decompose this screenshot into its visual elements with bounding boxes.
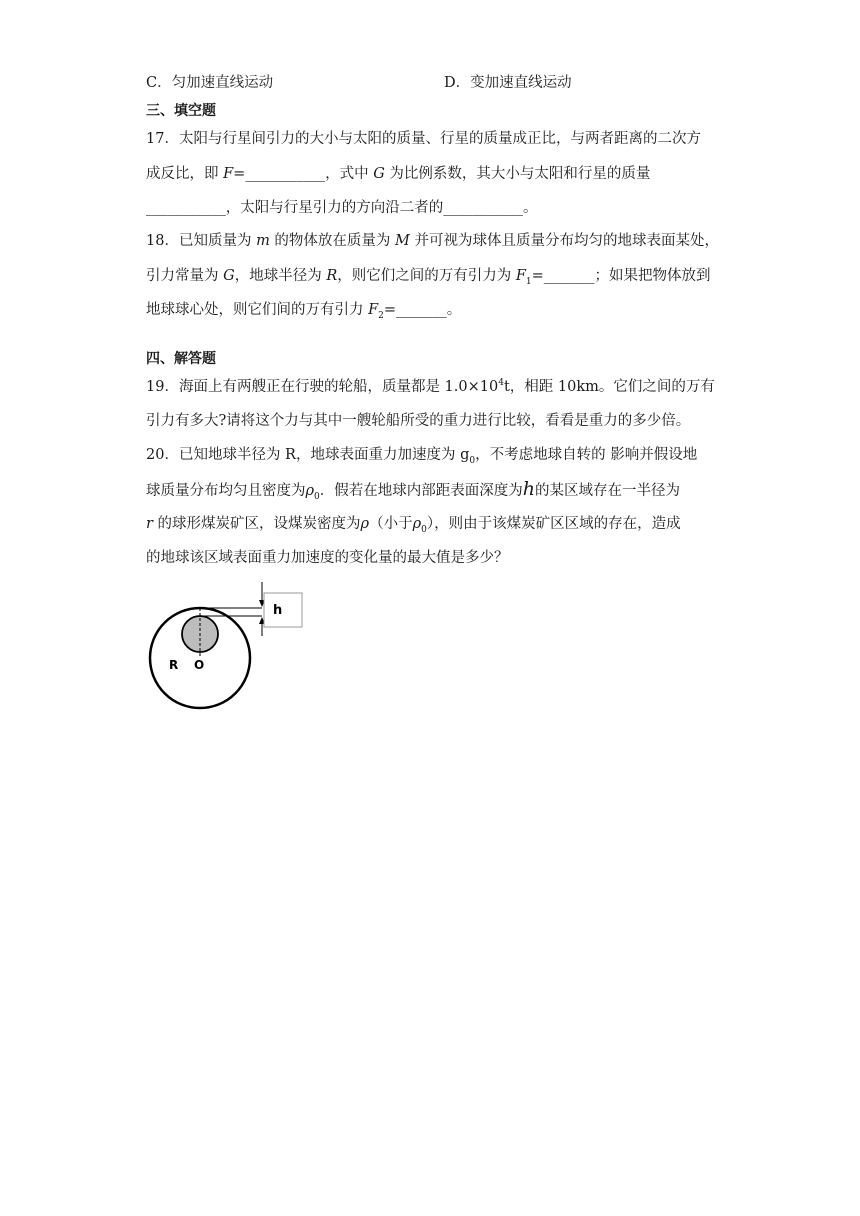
section-title-answer: 四、解答题 <box>146 351 216 367</box>
r-label: R <box>169 658 179 672</box>
h-label-box <box>264 593 302 627</box>
q19-line-2: 引力有多大?请将这个力与其中一艘轮船所受的重力进行比较，看看是重力的多少倍。 <box>146 413 691 429</box>
q20-line-2: 球质量分布均匀且密度为$\rho_0$．假若在地球内部距表面深度为h的某区域存在一半径为 <box>146 478 681 502</box>
option-c: C．匀加速直线运动 <box>146 75 274 91</box>
o-label: O <box>194 658 205 672</box>
q18-line-1: 18．已知质量为 m 的物体放在质量为 M 并可视为球体且质量分布均匀的地球表面某处， <box>146 233 719 249</box>
h-label: h <box>273 603 283 618</box>
q20-line-1: 20．已知地球半径为 R，地球表面重力加速度为 $g_0$，不考虑地球自转的 影响并假设地 <box>146 447 698 466</box>
earth-coal-mine-figure <box>140 578 315 723</box>
q19-line-1: 19．海面上有两艘正在行驶的轮船，质量都是 $1.0\times 10^4t$，相距 10km。它们之间的万有 <box>146 378 715 395</box>
q20-line-3: r 的球形煤炭矿区，设煤炭密度为ρ（小于$\rho_0$），则由于该煤炭矿区区域的存在，造成 <box>146 516 681 535</box>
q20-line-4: 的地球该区域表面重力加速度的变化量的最大值是多少？ <box>146 550 509 566</box>
q17-line-3: ___________，太阳与行星引力的方向沿二者的___________。 <box>146 200 538 216</box>
q18-line-3: 地球球心处，则它们间的万有引力 $F_2=\_\_\_\_\_\_\_$。 <box>146 302 462 321</box>
q17-line-1: 17．太阳与行星间引力的大小与太阳的质量、行星的质量成正比，与两者距离的二次方 <box>146 131 701 147</box>
section-title-fill-in: 三、填空题 <box>146 103 216 119</box>
q18-line-2: 引力常量为 G，地球半径为 R，则它们之间的万有引力为 $F_1=\_\_\_\_\_\_\_$；如果把物体放到 <box>146 268 711 287</box>
q17-line-2: 成反比，即 F=___________，式中 G 为比例系数，其大小与太阳和行星的质量 <box>146 166 651 182</box>
option-d: D．变加速直线运动 <box>444 75 572 91</box>
